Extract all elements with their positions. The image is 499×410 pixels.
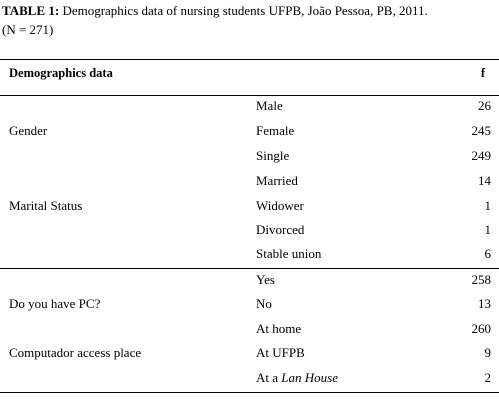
- row-married-value: 14: [478, 173, 491, 188]
- row-stable-union-label: Stable union: [256, 246, 322, 261]
- row-yes-value: 258: [471, 272, 491, 287]
- row-lan-house-label: [256, 370, 338, 386]
- row-at-ufpb-value: 9: [484, 345, 491, 360]
- row-divorced-value: 1: [484, 222, 491, 237]
- row-single-value: 249: [471, 148, 491, 163]
- row-at-home-label: At home: [256, 321, 302, 336]
- header-demographics: Demographics data: [9, 66, 113, 80]
- row-yes-label: Yes: [256, 272, 275, 287]
- row-male-label: Male: [256, 98, 283, 113]
- row-stable-union-value: 6: [484, 246, 491, 261]
- row-single-label: Single: [256, 148, 290, 163]
- row-no-value: 13: [478, 296, 491, 311]
- lan-house-italic: Lan House: [281, 370, 338, 385]
- row-male-value: 26: [478, 98, 491, 113]
- top-rule: [0, 59, 499, 60]
- header-rule: [0, 95, 499, 96]
- row-divorced-label: Divorced: [256, 222, 305, 237]
- row-married-label: Married: [256, 173, 298, 188]
- category-have-pc: Do you have PC?: [9, 296, 101, 311]
- row-widower-label: Widower: [256, 198, 304, 213]
- table-caption: [2, 1, 428, 39]
- caption-line-1: [2, 1, 428, 20]
- row-at-home-value: 260: [471, 321, 491, 336]
- category-access-place: Computador access place: [9, 345, 142, 360]
- row-widower-value: 1: [484, 198, 491, 213]
- row-female-label: Female: [256, 123, 295, 138]
- caption-text: Demographics data of nursing students UFPB, João Pessoa, PB, 2011.: [59, 3, 428, 18]
- row-lan-house-value: 2: [484, 370, 491, 385]
- row-female-value: 245: [471, 123, 491, 138]
- row-no-label: No: [256, 296, 272, 311]
- bottom-rule: [0, 392, 499, 393]
- lan-house-prefix: At a: [256, 370, 282, 385]
- header-frequency: f: [480, 66, 485, 80]
- section-rule: [0, 268, 499, 269]
- category-marital-status: Marital Status: [9, 198, 83, 213]
- category-gender: Gender: [9, 123, 48, 138]
- caption-line-2: (N = 271): [2, 22, 54, 37]
- row-at-ufpb-label: At UFPB: [256, 345, 305, 360]
- caption-label: TABLE 1:: [2, 3, 60, 18]
